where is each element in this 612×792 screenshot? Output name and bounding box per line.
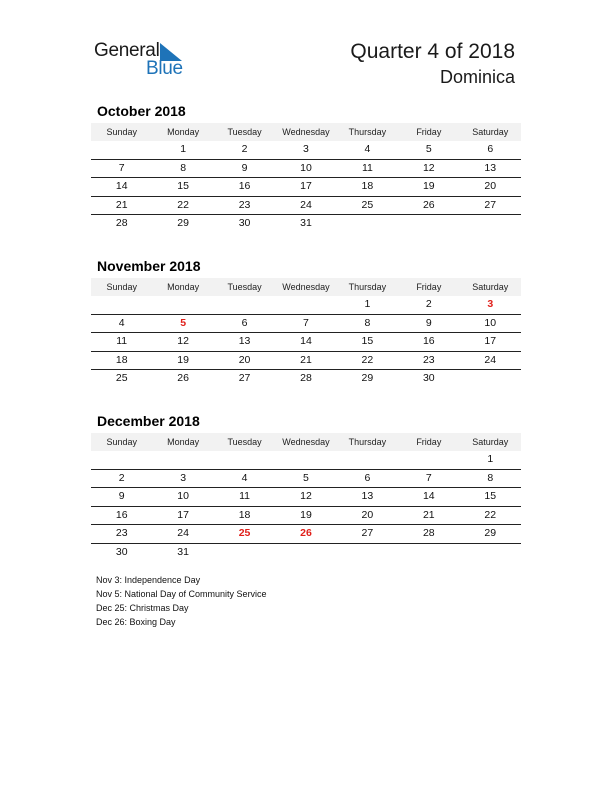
empty-day-cell [398,215,459,233]
empty-day-cell [337,544,398,562]
week-row [91,296,521,315]
day-cell: 30 [115,545,128,558]
empty-day-cell [337,215,398,233]
weekday-label: Tuesday [227,127,262,137]
holiday-day-cell: 5 [180,316,187,329]
weekday-label: Wednesday [282,437,330,447]
day-cell: 4 [241,471,248,484]
day-cell: 15 [484,490,497,503]
day-cell: 9 [425,316,432,329]
month-october [91,102,521,233]
weekday-label: Sunday [106,127,137,137]
day-cell: 19 [422,180,435,193]
weeks-grid [91,141,521,233]
logo-text-general: General [94,40,160,61]
day-cell: 9 [118,490,125,503]
day-cell: 17 [177,508,189,521]
day-cell: 1 [364,298,371,310]
empty-day-cell [214,544,275,562]
week-row [91,507,521,526]
week-row [91,215,521,233]
weekday-label: Saturday [472,127,509,137]
empty-day-cell [275,451,336,469]
weekday-label: Saturday [472,437,509,447]
day-cell: 27 [361,527,374,540]
week-row [91,488,521,507]
week-row [91,197,521,216]
weekday-header [91,433,521,451]
day-cell: 8 [487,471,494,484]
empty-day-cell [460,215,521,233]
day-cell: 18 [361,180,374,193]
day-cell: 16 [115,508,128,521]
empty-day-cell [460,370,521,388]
holiday-day-cell: 26 [300,527,312,540]
day-cell: 27 [238,372,251,385]
empty-day-cell [152,451,213,469]
day-cell: 20 [484,180,497,193]
weekday-header [91,278,521,296]
empty-day-cell [91,451,152,469]
day-cell: 11 [116,335,128,348]
day-cell: 28 [422,527,435,540]
month-november [91,257,521,388]
holiday-notes [96,573,267,629]
weekday-label: Tuesday [227,282,262,292]
country-name: Dominica [439,67,515,87]
month-title: October 2018 [97,103,186,119]
week-row [91,470,521,489]
day-cell: 5 [425,143,432,155]
week-row [91,141,521,160]
week-row [91,544,521,562]
day-cell: 12 [422,161,435,174]
day-cell: 3 [303,143,309,155]
day-cell: 2 [241,143,248,155]
day-cell: 1 [180,143,187,155]
day-cell: 24 [300,198,312,211]
day-cell: 27 [484,198,497,211]
weekday-label: Saturday [472,282,509,292]
day-cell: 13 [238,335,251,348]
day-cell: 29 [484,527,497,540]
day-cell: 14 [300,335,312,348]
empty-day-cell [91,141,152,159]
week-row [91,178,521,197]
day-cell: 30 [238,217,251,230]
week-row [91,333,521,352]
holiday-day-cell: 3 [487,298,494,310]
empty-day-cell [152,296,213,314]
week-row [91,451,521,470]
holiday-note: Dec 26: Boxing Day [96,617,176,627]
empty-day-cell [214,451,275,469]
empty-day-cell [337,451,398,469]
month-december [91,412,521,562]
weekday-label: Sunday [106,282,137,292]
day-cell: 24 [177,527,189,540]
day-cell: 8 [364,316,371,329]
day-cell: 2 [118,471,125,484]
weekday-label: Monday [167,282,200,292]
day-cell: 3 [180,471,187,484]
day-cell: 4 [118,316,125,329]
day-cell: 21 [300,353,312,366]
weekday-label: Friday [416,282,442,292]
day-cell: 26 [177,372,189,385]
day-cell: 14 [422,490,435,503]
generalblue-logo [94,40,194,80]
empty-day-cell [275,544,336,562]
day-cell: 18 [115,353,128,366]
holiday-day-cell: 25 [238,527,251,540]
day-cell: 9 [241,161,248,174]
day-cell: 17 [484,335,497,348]
holiday-note: Dec 25: Christmas Day [96,603,189,613]
day-cell: 26 [422,198,435,211]
month-title: December 2018 [97,413,200,429]
weeks-grid [91,296,521,388]
day-cell: 23 [115,527,128,540]
day-cell: 12 [177,335,189,348]
day-cell: 12 [300,490,312,503]
week-row [91,370,521,388]
day-cell: 31 [300,217,312,230]
holiday-note: Nov 3: Independence Day [96,575,201,585]
weekday-label: Monday [167,437,200,447]
day-cell: 10 [300,161,312,174]
day-cell: 7 [425,471,432,484]
day-cell: 25 [361,198,374,211]
weekday-label: Tuesday [227,437,262,447]
empty-day-cell [91,296,152,314]
day-cell: 7 [118,161,125,174]
day-cell: 21 [422,508,435,521]
day-cell: 15 [361,335,374,348]
day-cell: 19 [300,508,312,521]
weekday-label: Friday [416,127,442,137]
day-cell: 4 [364,143,371,155]
day-cell: 30 [422,372,435,385]
week-row [91,352,521,371]
weekday-label: Thursday [348,437,387,447]
day-cell: 23 [238,198,251,211]
weeks-grid [91,451,521,562]
empty-day-cell [460,544,521,562]
weekday-label: Thursday [348,127,387,137]
logo-text-blue: Blue [146,58,183,79]
day-cell: 6 [487,143,494,155]
day-cell: 16 [238,180,251,193]
weekday-label: Wednesday [282,282,330,292]
day-cell: 28 [115,217,128,230]
day-cell: 29 [177,217,189,230]
day-cell: 22 [177,198,189,211]
day-cell: 17 [300,180,312,193]
week-row [91,160,521,179]
day-cell: 1 [487,453,494,465]
day-cell: 7 [303,316,309,329]
day-cell: 22 [361,353,374,366]
holiday-note: Nov 5: National Day of Community Service [96,589,267,599]
day-cell: 16 [422,335,435,348]
day-cell: 13 [361,490,374,503]
day-cell: 13 [484,161,497,174]
day-cell: 24 [484,353,497,366]
week-row [91,525,521,544]
day-cell: 23 [422,353,435,366]
day-cell: 8 [180,161,187,174]
day-cell: 6 [364,471,371,484]
weekday-label: Sunday [106,437,137,447]
day-cell: 20 [361,508,374,521]
day-cell: 21 [115,198,128,211]
day-cell: 14 [115,180,128,193]
day-cell: 11 [361,161,373,174]
day-cell: 10 [484,316,497,329]
day-cell: 10 [177,490,189,503]
day-cell: 5 [303,471,309,484]
empty-day-cell [275,296,336,314]
empty-day-cell [398,451,459,469]
day-cell: 28 [300,372,312,385]
day-cell: 22 [484,508,497,521]
weekday-label: Wednesday [282,127,330,137]
weekday-label: Monday [167,127,200,137]
empty-day-cell [398,544,459,562]
weekday-header [91,123,521,141]
day-cell: 31 [177,545,189,558]
week-row [91,315,521,334]
day-cell: 25 [115,372,128,385]
empty-day-cell [214,296,275,314]
weekday-label: Friday [416,437,442,447]
day-cell: 15 [177,180,189,193]
page-title: Quarter 4 of 2018 [350,40,515,63]
day-cell: 2 [425,298,432,310]
day-cell: 20 [238,353,251,366]
day-cell: 19 [177,353,189,366]
weekday-label: Thursday [348,282,387,292]
month-title: November 2018 [97,258,201,274]
day-cell: 11 [239,490,250,503]
day-cell: 6 [241,316,248,329]
day-cell: 29 [361,372,374,385]
day-cell: 18 [238,508,251,521]
